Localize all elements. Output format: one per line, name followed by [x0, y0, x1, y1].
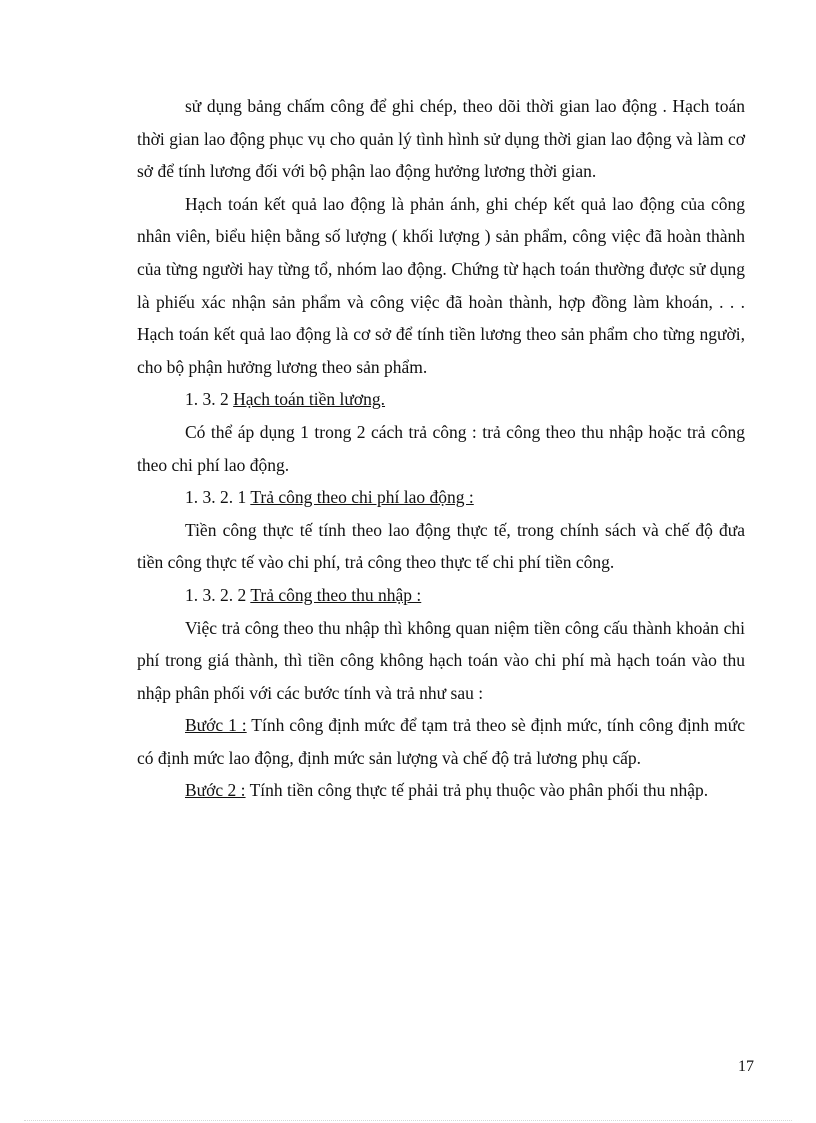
heading-number: 1. 3. 2. 1 — [185, 487, 247, 508]
heading-title: Trả công theo thu nhập : — [250, 584, 422, 605]
page-number: 17 — [738, 1058, 754, 1075]
paragraph-result-accounting: Hạch toán kết quả lao động là phản ánh, ghi chép kết quả lao động của công nhân viên, biểu hiện bằng số lượng ( khối lượng ) sản phẩm, công việc đã hoàn thành của từng người hay từng tổ, nhóm lao động. Chứng từ hạch toán thường được sử dụng là phiếu xác nhận sản phẩm và công việc đã hoàn thành, hợp đồng làm khoán, . . . Hạch toán kết quả lao động là cơ sở để tính tiền lương theo sản phẩm cho từng người, cho bộ phận hưởng lương theo sản phẩm. — [137, 193, 745, 377]
heading-number: 1. 3. 2 — [185, 389, 229, 410]
paragraph-labor-cost-pay: Tiền công thực tế tính theo lao động thực tế, trong chính sách và chế độ đưa tiền công thực tế vào chi phí, trả công theo thực tế chi phí tiền công. — [137, 519, 745, 573]
step-label: Bước 2 : — [185, 780, 246, 801]
body-text — [137, 90, 745, 807]
step-label: Bước 1 : — [185, 715, 247, 736]
step-text: Tính tiền công thực tế phải trả phụ thuộc vào phân phối thu nhập. — [249, 780, 709, 801]
heading-title: Trả công theo chi phí lao động : — [250, 487, 474, 508]
heading-number: 1. 3. 2. 2 — [185, 584, 247, 605]
paragraph-payment-methods: Có thể áp dụng 1 trong 2 cách trả công : trả công theo thu nhập hoặc trả công theo chi phí lao động. — [137, 421, 745, 475]
paragraph-income-pay: Việc trả công theo thu nhập thì không quan niệm tiền công cấu thành khoản chi phí trong giá thành, thì tiền công không hạch toán vào chi phí mà hạch toán vào thu nhập phân phối với các bước tính và trả như sau : — [137, 617, 745, 703]
heading-1-3-2-2 — [137, 579, 745, 612]
paragraph-time-accounting: sử dụng bảng chấm công để ghi chép, theo dõi thời gian lao động . Hạch toán thời gian lao động phục vụ cho quản lý tình hình sử dụng thời gian lao động và làm cơ sở để tính lương đối với bộ phận lao động hưởng lương thời gian. — [137, 96, 745, 182]
step-1 — [137, 709, 745, 774]
heading-1-3-2 — [137, 383, 745, 416]
heading-title: Hạch toán tiền lương. — [233, 389, 386, 410]
step-2 — [137, 774, 745, 807]
step-text: Tính công định mức để tạm trả theo sè định mức, tính công định mức có định mức lao động, định mức sản lượng và chế độ trả lương phụ cấp. — [137, 715, 745, 768]
page-bottom-border — [24, 1120, 792, 1121]
heading-1-3-2-1 — [137, 481, 745, 514]
